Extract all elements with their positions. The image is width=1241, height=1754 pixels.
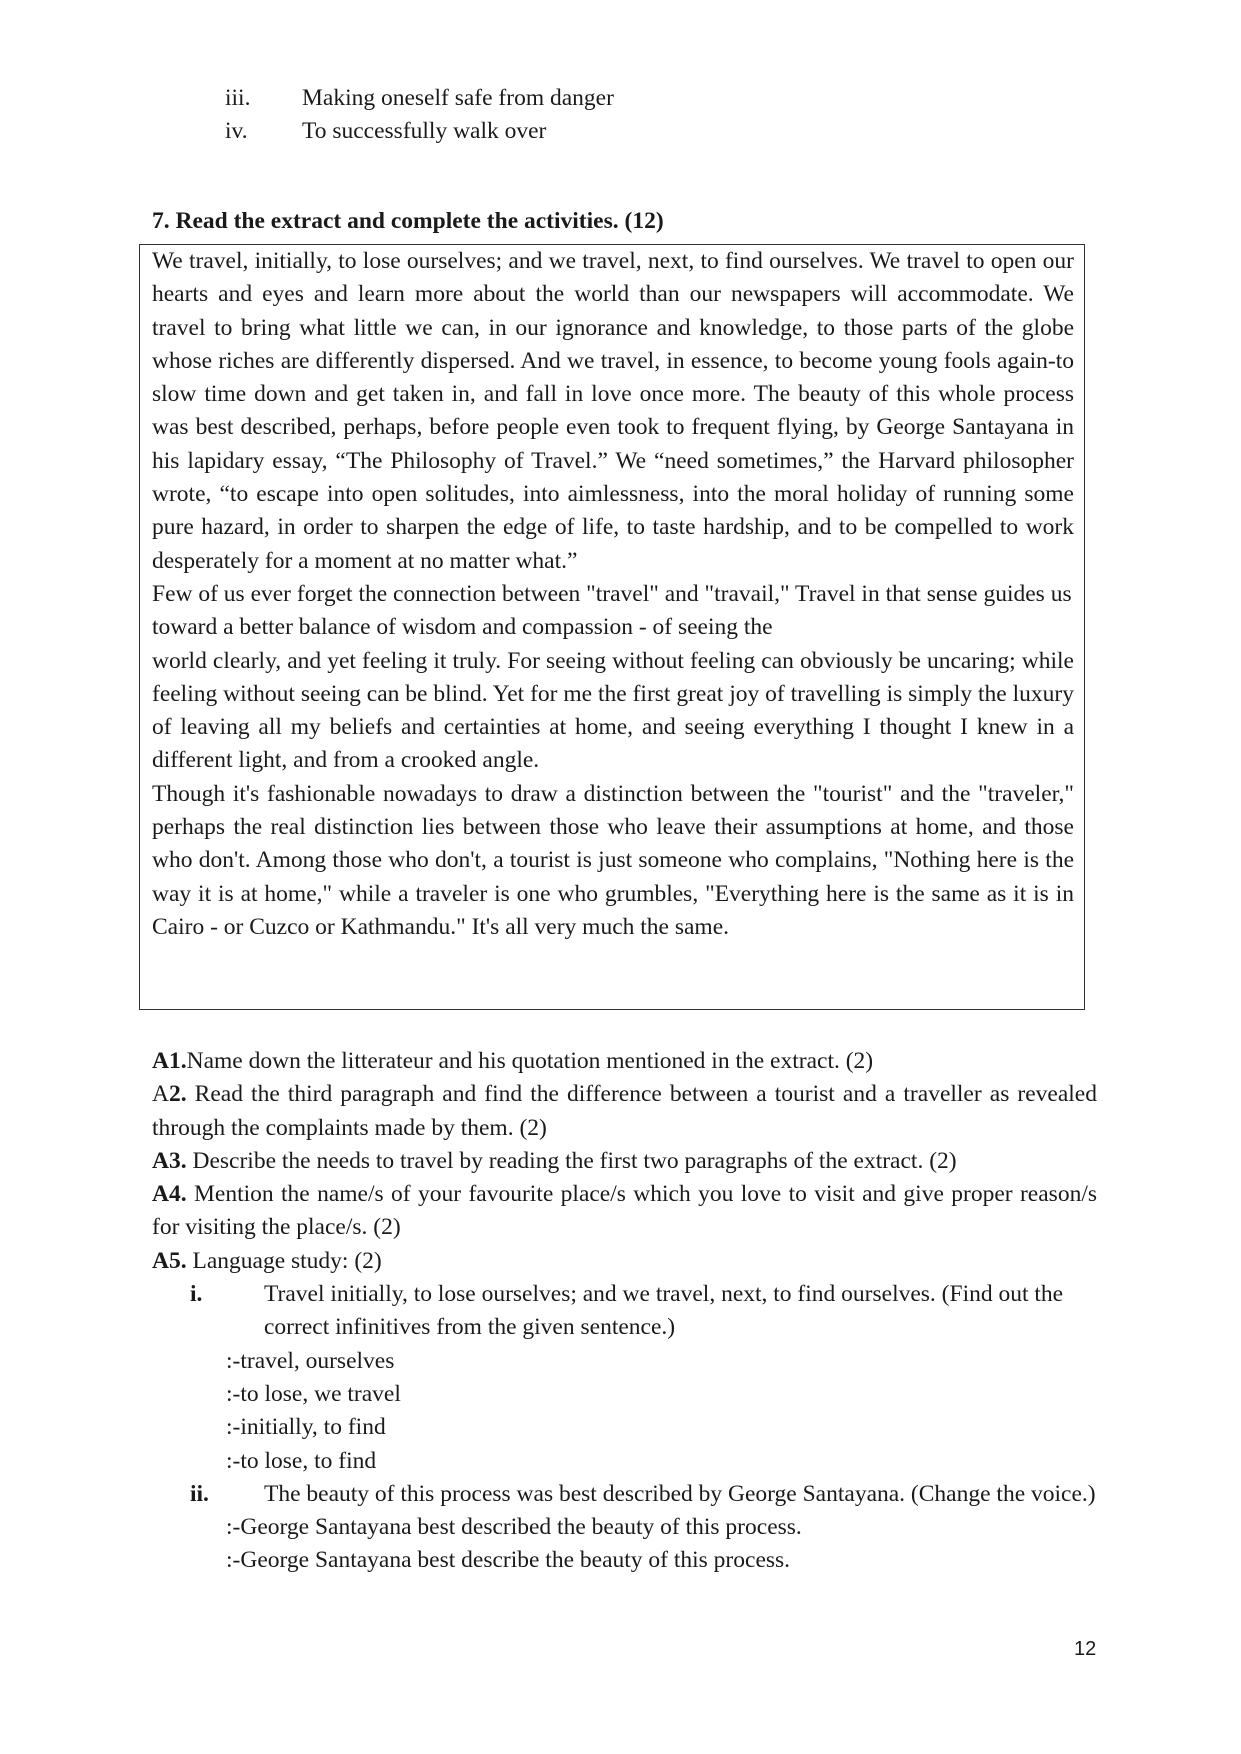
question-label: A1. bbox=[152, 1048, 187, 1074]
list-item-text: To successfully walk over bbox=[302, 118, 547, 144]
extract-paragraph-3: Though it's fashionable nowadays to draw a distinction between the "tourist" and the "traveler," perhaps the real distinction lies between those who leave their assumptions at home, and those who don't. Among those who don't, a tourist is just someone who complains, "Nothing here is the way it is at home," while a traveler is one who grumbles, "Everything here is the same as it is in Cairo - or Cuzco or Kathmandu." It's all very much the same. bbox=[152, 780, 1074, 940]
extract-text bbox=[152, 245, 1074, 944]
option-text: :-to lose, we travel bbox=[226, 1380, 401, 1407]
question-label: 2. bbox=[168, 1081, 187, 1108]
questions-section bbox=[152, 1045, 1097, 1578]
question-text: Read the third paragraph and find the difference between a tourist and a traveller as revealed through the complaints made by them. (2) bbox=[152, 1081, 1097, 1141]
option-text: :-travel, ourselves bbox=[226, 1347, 395, 1374]
question-label: A3. bbox=[152, 1147, 187, 1174]
question-label: A4. bbox=[152, 1181, 187, 1208]
section-heading: 7. Read the extract and complete the activities. (12) bbox=[152, 208, 664, 234]
list-numeral: iv. bbox=[225, 118, 248, 144]
extract-box bbox=[139, 244, 1085, 1010]
extract-paragraph-2-first-line: Few of us ever forget the connection between "travel" and "travail," Travel in that sense guides us toward a better balance of wisdom and compassion - of seeing the bbox=[152, 580, 1072, 641]
page-number: 12 bbox=[1074, 1638, 1097, 1660]
question-a3 bbox=[152, 1145, 1097, 1178]
list-item-text: Making oneself safe from danger bbox=[302, 85, 614, 111]
item-text: Travel initially, to lose ourselves; and we travel, next, to find ourselves. (Find out the correct infinitives from the given sentence.) bbox=[264, 1281, 1064, 1341]
question-a5 bbox=[152, 1245, 1097, 1278]
option-text: :-to lose, to find bbox=[226, 1447, 377, 1474]
question-label-prefix: A bbox=[152, 1081, 169, 1108]
question-a1 bbox=[152, 1045, 1097, 1078]
list-numeral: iii. bbox=[225, 85, 251, 111]
question-a2 bbox=[152, 1078, 1097, 1145]
option-text: :-George Santayana best describe the beauty of this process. bbox=[226, 1547, 791, 1574]
question-label: A5. bbox=[152, 1247, 187, 1274]
item-numeral: i. bbox=[190, 1281, 203, 1308]
item-numeral: ii. bbox=[190, 1480, 209, 1507]
question-text: Name down the litterateur and his quotation mentioned in the extract. (2) bbox=[186, 1048, 874, 1074]
question-text: Mention the name/s of your favourite place/s which you love to visit and give proper reason/s for visiting the place/s. (2) bbox=[152, 1181, 1097, 1241]
question-text: Language study: (2) bbox=[186, 1247, 382, 1274]
language-item-ii bbox=[152, 1478, 1097, 1511]
option-text: :-George Santayana best described the beauty of this process. bbox=[226, 1514, 802, 1541]
extract-paragraph-1: We travel, initially, to lose ourselves; and we travel, next, to find ourselves. We travel to open our hearts and eyes and learn more about the world than our newspapers will accommodate. We travel to bring what little we can, in our ignorance and knowledge, to those parts of the globe whose riches are differently dispersed. And we travel, in essence, to become young fools again-to slow time down and get taken in, and fall in love once more. The beauty of this whole process was best described, perhaps, before people even took to frequent flying, by George Santayana in his lapidary essay, “The Philosophy of Travel.” We “need sometimes,” the Harvard philosopher wrote, “to escape into open solitudes, into aimlessness, into the moral holiday of running some pure hazard, in order to sharpen the edge of life, to taste hardship, and to be compelled to work desperately for a moment at no matter what.” bbox=[152, 248, 1074, 574]
option-text: :-initially, to find bbox=[226, 1414, 386, 1441]
extract-paragraph-2-rest: world clearly, and yet feeling it truly. For seeing without feeling can obviously be uncaring; while feeling without seeing can be blind. Yet for me the first great joy of travelling is simply the luxury of leaving all my beliefs and certainties at home, and seeing everything I thought I knew in a different light, and from a crooked angle. bbox=[152, 647, 1074, 774]
question-text: Describe the needs to travel by reading the first two paragraphs of the extract. (2) bbox=[186, 1147, 957, 1174]
language-item-i bbox=[152, 1278, 1097, 1345]
question-a4 bbox=[152, 1178, 1097, 1245]
item-text: The beauty of this process was best described by George Santayana. (Change the voice.) bbox=[264, 1480, 1096, 1507]
